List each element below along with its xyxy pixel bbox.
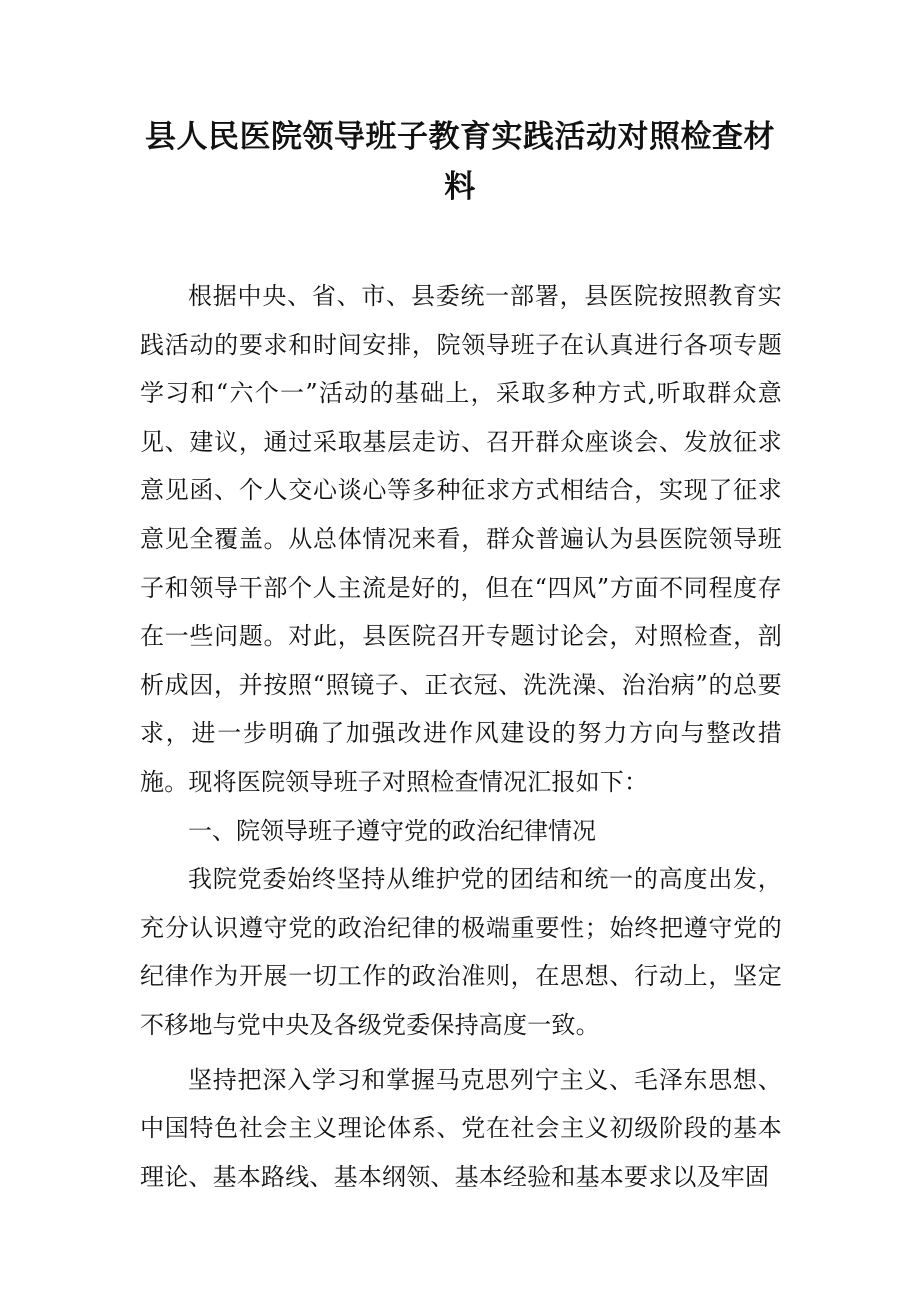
intro-paragraph: 根据中央、省、市、县委统一部署，县医院按照教育实践活动的要求和时间安排，院领导班子在认真进行各项专题学习和“六个一”活动的基础上，采取多种方式,听取群众意见、建议，通过采取基层走访、召开群众座谈会、发放征求意见函、个人交心谈心等多种征求方式相结合，实现了征求意见全覆盖。从总体情况来看，群众普遍认为县医院领导班子和领导干部个人主流是好的，但在“四风”方面不同程度存在一些问题。对此，县医院召开专题讨论会，对照检查，剖析成因，并按照“照镜子、正衣冠、洗洗澡、治治病”的总要求，进一步明确了加强改进作风建设的努力方向与整改措施。现将医院领导班子对照检查情况汇报如下：: [140, 282, 782, 796]
section-heading: 一、院领导班子遵守党的政治纪律情况: [188, 816, 596, 845]
document-body: [140, 272, 782, 1201]
document-title: 县人民医院领导班子教育实践活动对照检查材料: [145, 119, 775, 205]
body-paragraph: 坚持把深入学习和掌握马克思列宁主义、毛泽东思想、中国特色社会主义理论体系、党在社会主义初级阶段的基本理论、基本路线、基本纲领、基本经验和基本要求以及牢固: [140, 1065, 782, 1191]
body-paragraph: 我院党委始终坚持从维护党的团结和统一的高度出发，充分认识遵守党的政治纪律的极端重要性；始终把遵守党的纪律作为开展一切工作的政治准则，在思想、行动上，坚定不移地与党中央及各级党委保持高度一致。: [140, 865, 782, 1039]
